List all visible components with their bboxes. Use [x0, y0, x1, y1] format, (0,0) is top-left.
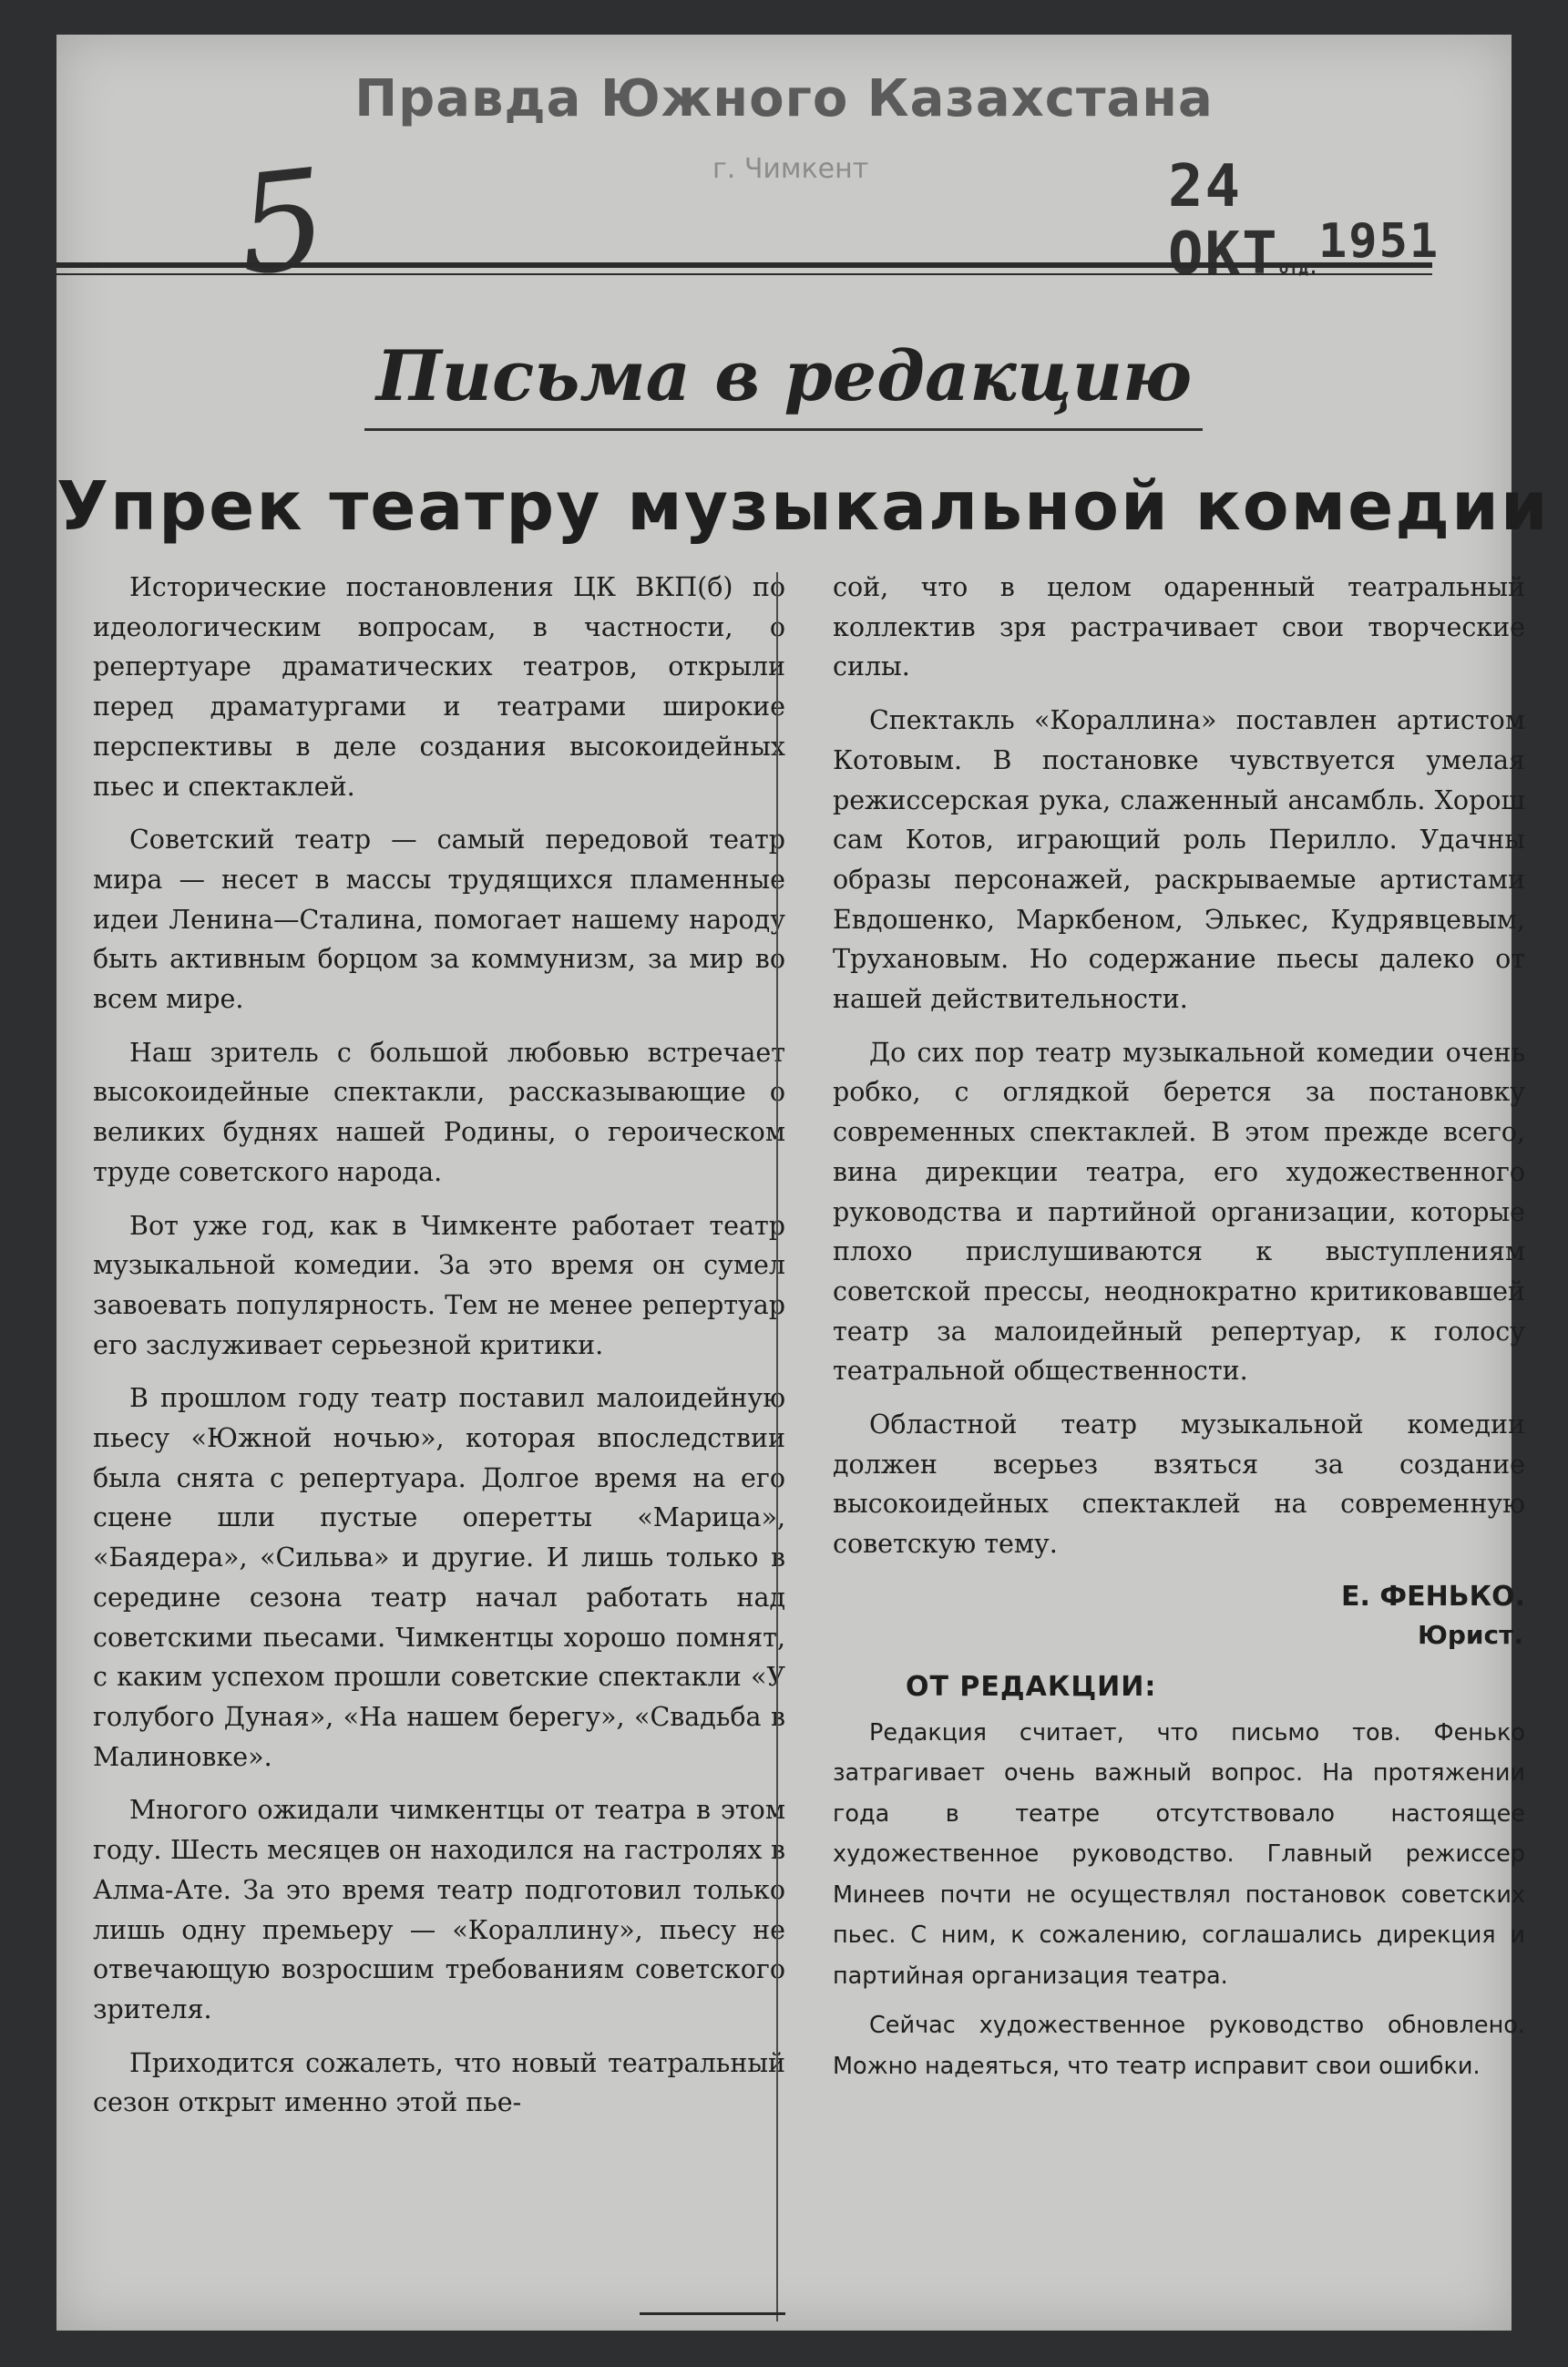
rubric-underline: [364, 428, 1203, 431]
newspaper-clipping: [56, 35, 1550, 2331]
paragraph: Исторические постановления ЦК ВКП(б) по идеологическим вопросам, в частности, о репертуаре драматических театров, открыли перед драматургами и театрами широкие перспективы в деле создания высокоидейных пьес и спектаклей.: [93, 572, 785, 802]
paragraph: Советский театр — самый передовой театр мира — несет в массы трудящихся пламенные идеи Ленина—Сталина, помогает нашему народу быть активным борцом за коммунизм, за мир во всем мире.: [93, 825, 785, 1015]
date-stamp-day-month: 24 ОКТ: [1168, 153, 1279, 288]
author-role: Юрист.: [1418, 1619, 1523, 1650]
editorial-note: [833, 1667, 1525, 2087]
paragraph: В прошлом году театр поставил малоидейную пьесу «Южной ночью», которая впоследствии была снята с репертуара. Долгое время на его сцене шли пустые оперетты «Марица», «Баядера», «Сильва» и другие. И лишь только в середине сезона театр начал работать над советскими пьесами. Чимкентцы хорошо помнят, с каким успехом прошли советские спектакли «У голубого Дуная», «На нашем берегу», «Свадьба в Малиновке».: [93, 1383, 785, 1772]
date-stamp-note: отд.: [1278, 259, 1318, 278]
paragraph: Областной театр музыкальной комедии должен всерьез взяться за создание высокоидейных спектаклей на современную советскую тему.: [833, 1409, 1525, 1560]
newspaper-masthead: Правда Южного Казахстана: [354, 69, 1214, 128]
article-column-left: [93, 568, 785, 2136]
handwritten-page-number: 5: [231, 139, 334, 307]
paragraph: До сих пор театр музыкальной комедии очень робко, с оглядкой берется за постановку современных спектаклей. В этом прежде всего, вина дирекции театра, его художественного руководства и партийной организации, которые плохо прислушиваются к выступлениям советской прессы, неоднократно критиковавшей театр за малоидейный репертуар, к голосу театральной общественности.: [833, 1037, 1525, 1387]
masthead-rule-thick: [56, 262, 1432, 268]
rubric-title: Письма в редакцию: [375, 335, 1193, 416]
author-signature: [833, 1578, 1525, 1655]
paragraph: Приходится сожалеть, что новый театральный сезон открыт именно этой пье-: [93, 2047, 785, 2118]
paragraph: Вот уже год, как в Чимкенте работает театр музыкальной комедии. За это время он сумел завоевать популярность. Тем не менее репертуар его заслуживает серьезной критики.: [93, 1210, 785, 1360]
paragraph: Наш зритель с большой любовью встречает высокоидейные спектакли, рассказывающие о великих буднях нашей Родины, о героическом труде советского народа.: [93, 1037, 785, 1187]
editorial-paragraph: Редакция считает, что письмо тов. Фенько затрагивает очень важный вопрос. На протяжении года в театре отсутствовало настоящее художественное руководство. Главный режиссер Минеев почти не осуществлял постановок советских пьес. С ним, к сожалению, соглашались дирекция и партийная организация театра.: [833, 1718, 1525, 1990]
column-divider: [776, 572, 778, 2321]
article-headline: Упрек театру музыкальной комедии: [56, 467, 1550, 546]
paragraph: Многого ожидали чимкентцы от театра в этом году. Шесть месяцев он находился на гастролях в Алма-Ате. За это время театр подготовил только лишь одну премьеру — «Кораллину», пьесу не отвечающую возросшим требованиям советского зрителя.: [93, 1795, 785, 2024]
masthead-city: г. Чимкент: [712, 153, 869, 185]
bottom-rule: [640, 2312, 785, 2315]
masthead-rule-thin: [56, 273, 1432, 275]
editorial-paragraph: Сейчас художественное руководство обновлено. Можно надеяться, что театр исправит свои ошибки.: [833, 2012, 1525, 2080]
article-column-right: [833, 568, 1525, 2095]
editorial-heading: ОТ РЕДАКЦИИ:: [906, 1670, 1157, 1703]
paragraph: Спектакль «Кораллина» поставлен артистом Котовым. В постановке чувствуется умелая режиссерская рука, слаженный ансамбль. Хорош сам Котов, играющий роль Перилло. Удачны образы персонажей, раскрываемые артистами Евдошенко, Маркбеном, Элькес, Кудрявцевым, Трухановым. Но содержание пьесы далеко от нашей действительности.: [833, 705, 1525, 1015]
author-name: Е. ФЕНЬКО.: [1341, 1580, 1525, 1613]
date-stamp-year: 1951: [1317, 214, 1440, 269]
paragraph: сой, что в целом одаренный театральный коллектив зря растрачивает свои творческие силы.: [833, 572, 1525, 682]
